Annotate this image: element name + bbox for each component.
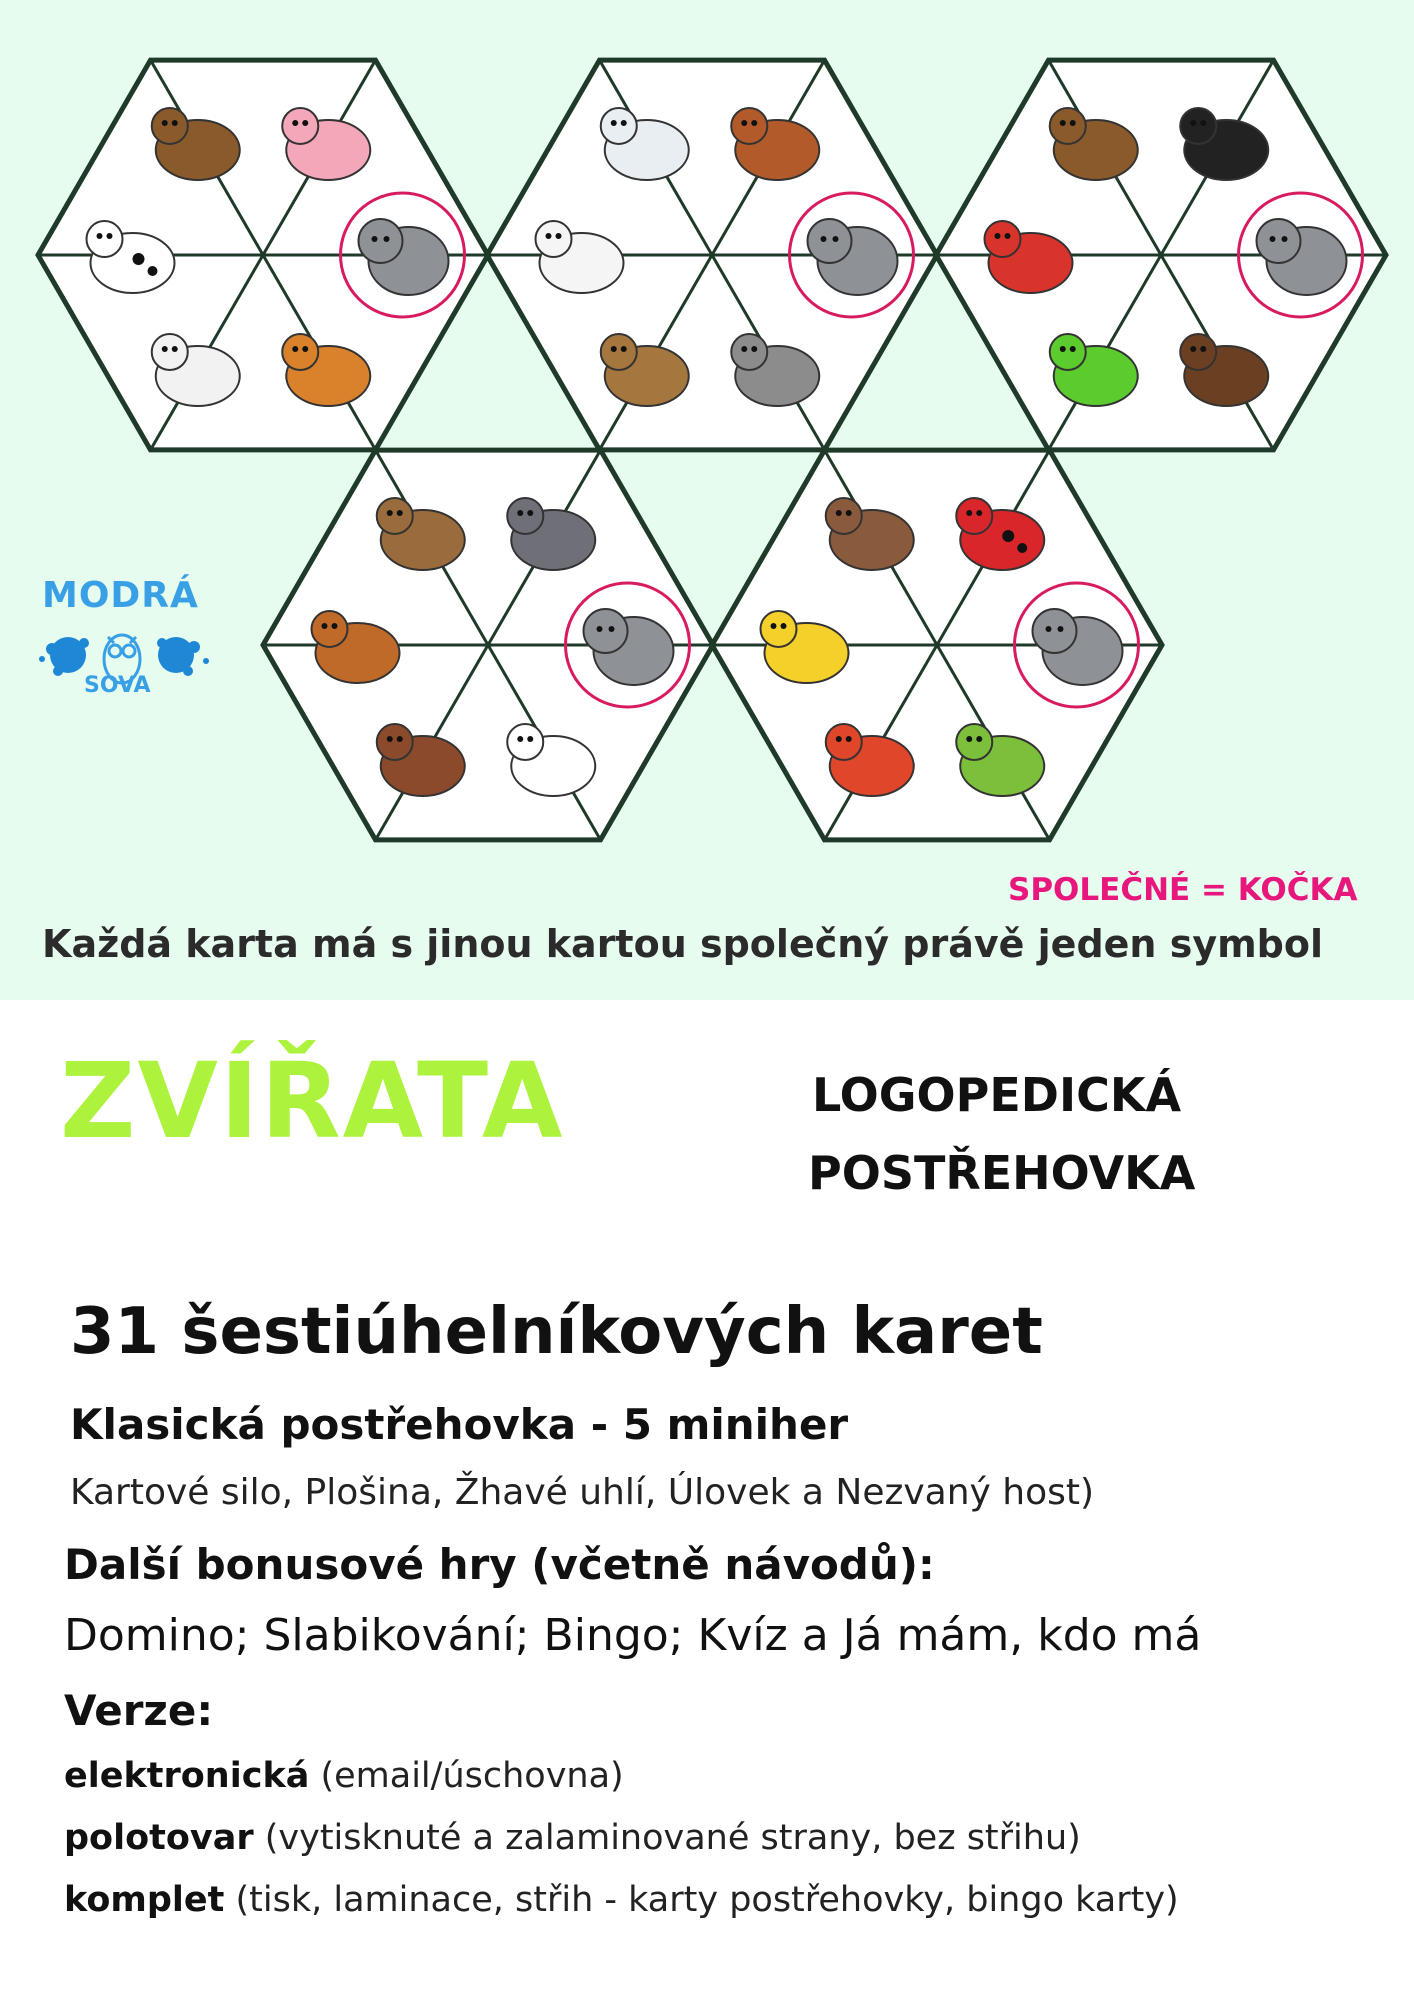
version-name: komplet (64, 1880, 225, 1920)
bonus-games-list: Domino; Slabikování; Bingo; Kvíz a Já mám, kdo má (64, 1610, 1202, 1661)
cards-count: 31 šestiúhelníkových karet (70, 1295, 1043, 1369)
version-item (64, 1880, 1179, 1920)
logo-text-bottom: SOVA (84, 673, 151, 698)
hexagon-card-4 (263, 450, 713, 840)
hexagon-card-3 (936, 60, 1386, 450)
version-item (64, 1818, 1081, 1858)
classic-games-list: Kartové silo, Plošina, Žhavé uhlí, Úlovek a Nezvaný host) (70, 1472, 1095, 1513)
hexagon-card-2 (487, 60, 937, 450)
tagline: Každá karta má s jinou kartou společný právě jeden symbol (42, 922, 1324, 966)
product-subtitle-line2: POSTŘEHOVKA (808, 1146, 1196, 1200)
logo-text-top: MODRÁ (42, 575, 199, 616)
version-desc: (email/úschovna) (309, 1756, 624, 1796)
product-title: ZVÍŘATA (60, 1040, 565, 1162)
classic-games-heading: Klasická postřehovka - 5 miniher (70, 1400, 849, 1449)
version-name: polotovar (64, 1818, 254, 1858)
version-name: elektronická (64, 1756, 310, 1796)
common-symbol-note: SPOLEČNÉ = KOČKA (1008, 872, 1358, 908)
version-item (64, 1756, 624, 1796)
modra-sova-logo (28, 575, 228, 705)
hexagon-card-1 (38, 60, 488, 450)
bonus-games-heading: Další bonusové hry (včetně návodů): (64, 1540, 935, 1589)
hexagon-card-5 (712, 450, 1162, 840)
versions-heading: Verze: (64, 1686, 214, 1735)
version-desc: (tisk, laminace, střih - karty postřehovky, bingo karty) (224, 1880, 1179, 1920)
product-subtitle-line1: LOGOPEDICKÁ (812, 1068, 1182, 1122)
version-desc: (vytisknuté a zalaminované strany, bez střihu) (253, 1818, 1081, 1858)
